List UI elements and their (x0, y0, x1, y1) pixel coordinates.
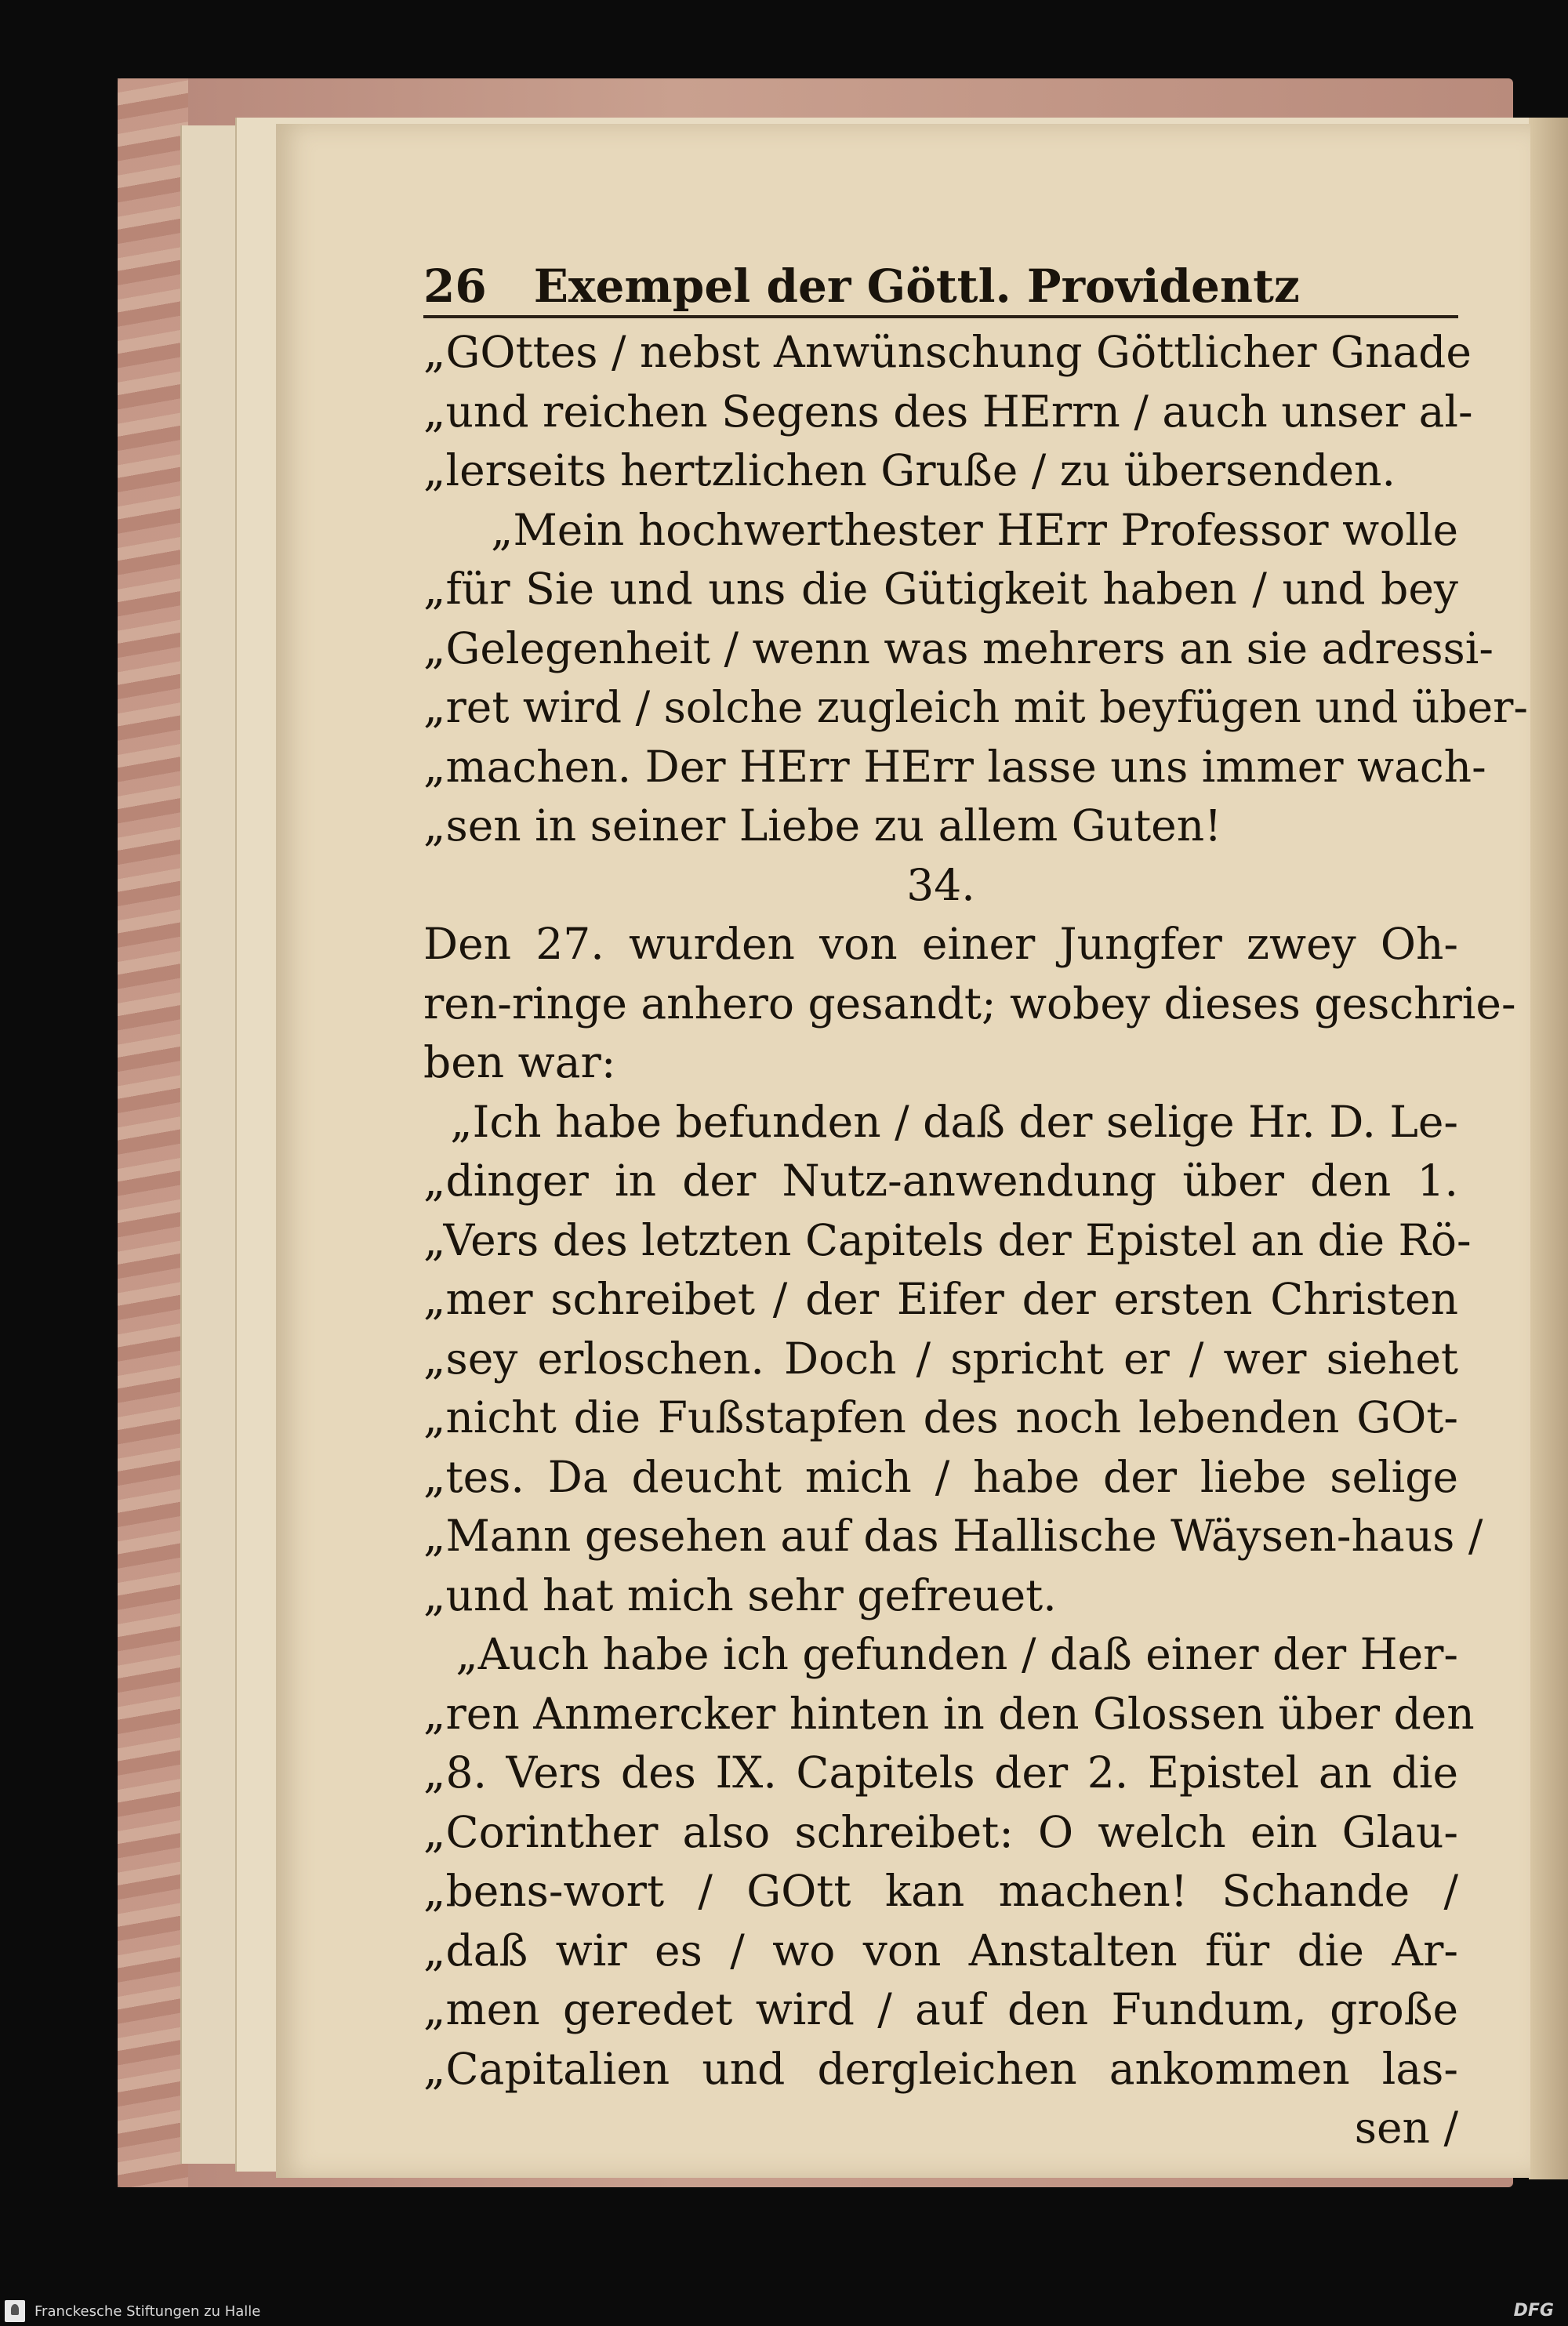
text-line: „bens-wort / GOtt kan machen! Schande / (423, 1866, 1458, 1916)
dfg-logo: DFG (1513, 2301, 1554, 2321)
text-line: „men geredet wird / auf den Fundum, große (423, 1984, 1458, 2034)
text-line: „tes. Da deucht mich / habe der liebe selige (423, 1451, 1458, 1502)
text-line: „sen in seiner Liebe zu allem Guten! (423, 800, 1222, 851)
text-line: „mer schreibet / der Eifer der ersten Christen (423, 1274, 1458, 1324)
facing-page-edge (1529, 118, 1568, 2179)
text-line: „Ich habe befunden / daß der selige Hr. D. Le- (450, 1096, 1458, 1147)
page-text (423, 259, 1528, 2158)
text-line: „nicht die Fußstapfen des noch lebenden GOt- (423, 1392, 1458, 1442)
institution-logo-icon (5, 2300, 25, 2322)
running-header (423, 259, 1458, 318)
running-title: Exempel der Göttl. Providentz (533, 259, 1300, 313)
institution-name: Franckesche Stiftungen zu Halle (34, 2303, 261, 2320)
text-line: „ren Anmercker hinten in den Glossen über den (423, 1688, 1475, 1739)
catchword: sen / (1354, 2103, 1458, 2153)
text-line: „Vers des letzten Capitels der Epistel an die Rö- (423, 1214, 1472, 1265)
page-number: 26 (423, 259, 487, 313)
text-line: Den 27. wurden von einer Jungfer zwey Oh- (423, 919, 1458, 969)
text-line: „und hat mich sehr gefreuet. (423, 1569, 1057, 1620)
text-line: „dinger in der Nutz-anwendung über den 1. (423, 1156, 1458, 1206)
viewer-footer (0, 2297, 1568, 2326)
text-line: „sey erloschen. Doch / spricht er / wer siehet (423, 1333, 1458, 1384)
text-line: ren-ringe anhero gesandt; wobey dieses geschrie- (423, 978, 1516, 1029)
text-line: „8. Vers des IX. Capitels der 2. Epistel an die (423, 1747, 1458, 1798)
text-line: „Gelegenheit / wenn was mehrers an sie adressi- (423, 622, 1494, 673)
text-body (423, 323, 1528, 2158)
text-line: „lerseits hertzlichen Gruße / zu übersenden. (423, 445, 1396, 495)
text-line: „und reichen Segens des HErrn / auch unser al- (423, 386, 1473, 437)
text-line: „machen. Der HErr HErr lasse uns immer wach- (423, 741, 1486, 792)
section-number: 34. (906, 859, 975, 910)
cover-marbling (118, 78, 188, 2187)
text-line: „daß wir es / wo von Anstalten für die Ar- (423, 1925, 1458, 1976)
text-line: „Mann gesehen auf das Hallische Wäysen-haus / (423, 1511, 1483, 1561)
text-line: „Mein hochwerthester HErr Professor wolle (490, 504, 1458, 555)
text-line: „Corinther also schreibet: O welch ein Glau- (423, 1806, 1458, 1857)
text-line: „Capitalien und dergleichen ankommen las- (423, 2043, 1458, 2094)
text-line: „GOttes / nebst Anwünschung Göttlicher Gnade (423, 327, 1472, 377)
text-line: „für Sie und uns die Gütigkeit haben / und bey (423, 564, 1458, 614)
text-line: „ret wird / solche zugleich mit beyfügen und über- (423, 682, 1528, 732)
text-line: ben war: (423, 1037, 616, 1087)
text-line: „Auch habe ich gefunden / daß einer der Her- (456, 1629, 1458, 1679)
